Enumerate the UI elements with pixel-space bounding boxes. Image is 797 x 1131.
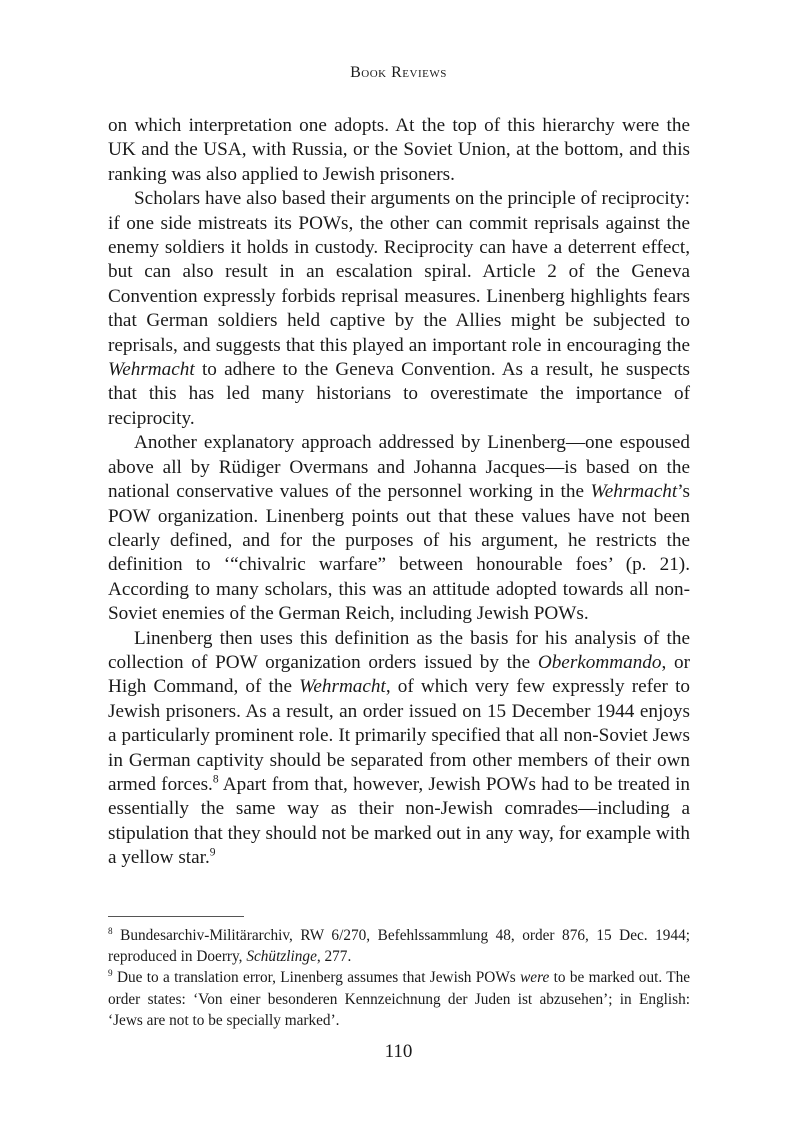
footnote-rule bbox=[108, 916, 244, 917]
footnote-8-text-a: Bundesarchiv-Militärarchiv, RW 6/270, Befehlssammlung 48, order 876, 15 Dec. 1944; reproduced in Doerry, bbox=[108, 927, 690, 966]
paragraph-2-italic-term: Wehrmacht bbox=[108, 359, 195, 381]
paragraph-2-text-a: Scholars have also based their arguments on the principle of reciprocity: if one side mistreats its POWs, the other can commit reprisals against the enemy soldiers it holds in custody. Reciprocity can have a deterrent effect, but can also result in an escalation spiral. Article 2 of the Geneva Convention expressly forbids reprisal measures. Linenberg highlights fears that German soldiers held captive by the Allies might be subjected to reprisals, and suggests that this played an important role in encouraging the bbox=[108, 188, 690, 356]
footnote-8 bbox=[108, 925, 690, 967]
paragraph-3-text-a: Another explanatory approach addressed by Linenberg—one espoused above all by Rüdiger Overmans and Johanna Jacques—is based on the national conservative values of the personnel working in the bbox=[108, 432, 690, 503]
footnotes bbox=[108, 925, 690, 1031]
paragraph-1 bbox=[108, 114, 690, 187]
footnote-9-number: 9 bbox=[108, 968, 113, 979]
footnote-8-text-b: , 277. bbox=[316, 948, 352, 966]
paragraph-4-text-b: , or High Command, of the bbox=[108, 651, 691, 698]
paragraph-4-text-d: Apart from that, however, Jewish POWs had to be treated in essentially the same way as their non-Jewish comrades—including a stipulation that they should not be marked out in any way, for example with a yellow star. bbox=[108, 773, 690, 869]
paragraph-1-text: on which interpretation one adopts. At the top of this hierarchy were the UK and the USA, with Russia, or the Soviet Union, at the bottom, and this ranking was also applied to Jewish prisoners. bbox=[108, 115, 690, 185]
body-text bbox=[108, 114, 690, 871]
paragraph-4-text-a: Linenberg then uses this definition as the basis for his analysis of the collection of POW organization orders issued by the bbox=[108, 627, 690, 673]
paragraph-4-italic-oberkommando: Oberkommando bbox=[537, 651, 662, 673]
running-head: Book Reviews bbox=[350, 64, 447, 81]
footnote-8-number: 8 bbox=[108, 925, 113, 936]
paragraph-4-text-c: , of which very few expressly refer to Jewish prisoners. As a result, an order issued on 15 December 1944 enjoys a particularly prominent role. It primarily specified that all non-Soviet Jews in German captivity should be separated from other members of their own armed forces. bbox=[108, 676, 690, 795]
footnote-ref-8[interactable]: 8 bbox=[212, 773, 219, 786]
paragraph-3 bbox=[108, 431, 690, 626]
footnote-9-text-a: Due to a translation error, Linenberg assumes that Jewish POWs bbox=[116, 969, 521, 987]
paragraph-4-italic-term: Wehrmacht bbox=[299, 676, 386, 698]
footnote-8-italic: Schützlinge bbox=[246, 948, 317, 966]
footnote-ref-9[interactable]: 9 bbox=[209, 846, 216, 859]
paragraph-3-italic-term: Wehrmacht bbox=[590, 481, 678, 503]
paragraph-2 bbox=[108, 187, 690, 431]
footnote-9-text-b: to be marked out. The order states: ‘Von einer besonderen Kennzeichnung der Juden ist abzusehen’; in English: ‘Jews are not to be specially marked’. bbox=[108, 969, 691, 1029]
paragraph-2-text-b: to adhere to the Geneva Convention. As a result, he suspects that this has led many historians to overestimate the importance of reciprocity. bbox=[108, 359, 690, 429]
page-number: 110 bbox=[384, 1041, 413, 1062]
footnote-9-italic: were bbox=[520, 969, 550, 987]
footnote-9 bbox=[108, 967, 690, 1031]
paragraph-4 bbox=[108, 627, 690, 871]
paragraph-3-text-b: ’s POW organization. Linenberg points out that these values have not been clearly defined, and for the purposes of his argument, he restricts the definition to ‘“chivalric warfare” between honourable foes’ (p. 21). According to many scholars, this was an attitude adopted towards all non-Soviet enemies of the German Reich, including Jewish POWs. bbox=[108, 481, 690, 625]
